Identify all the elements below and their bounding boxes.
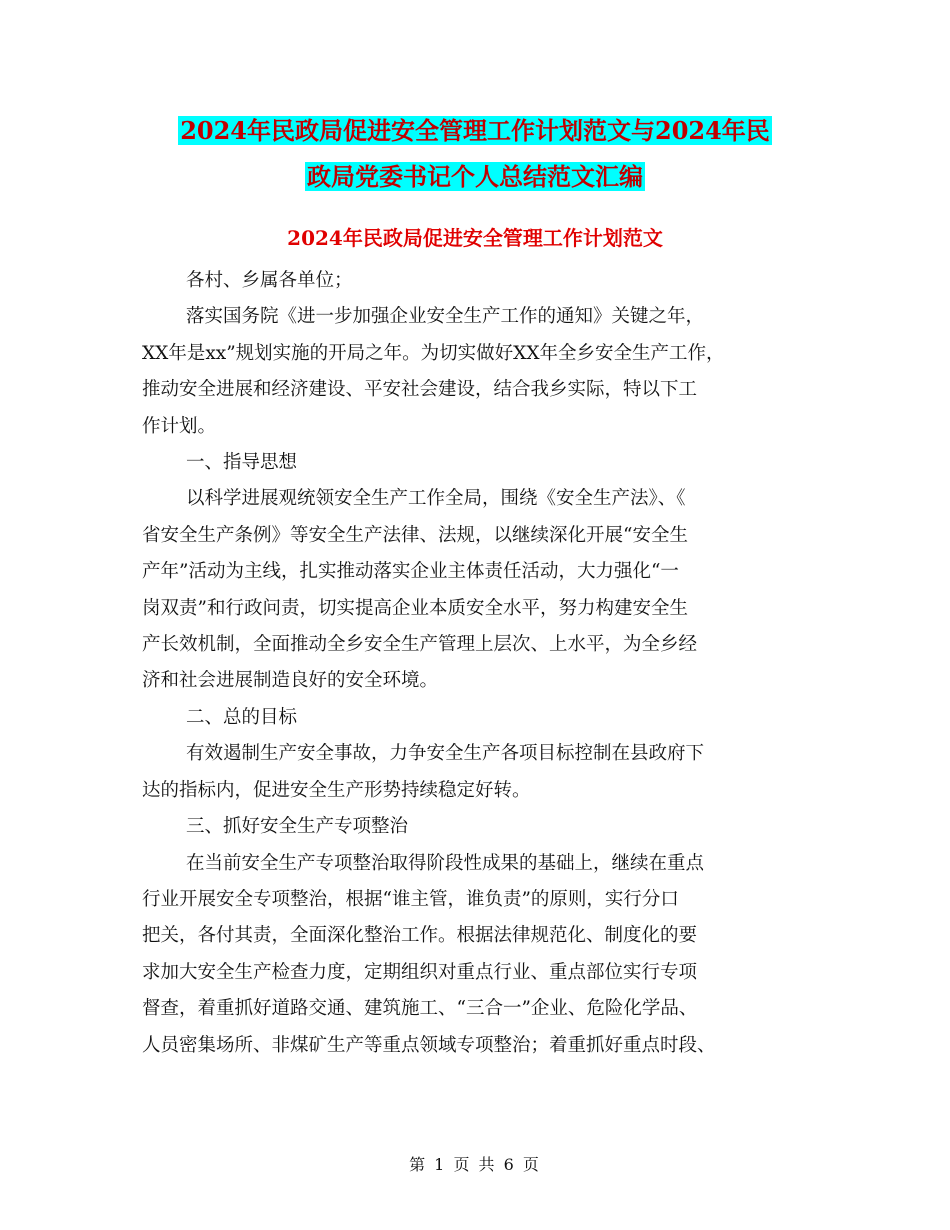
paragraph-line: 以科学进展观统领安全生产工作全局，围绕《安全生产法》、《 — [186, 488, 686, 510]
paragraph-line: 省安全生产条例》等安全生产法律、法规，以继续深化开展“安全生 — [142, 524, 688, 546]
page-footer: 第 1 页 共 6 页 — [409, 1155, 541, 1174]
paragraph-line: 产年”活动为主线，扎实推动落实企业主体责任活动，大力强化“一 — [142, 561, 679, 583]
section-heading: 三、抓好安全生产专项整治 — [186, 816, 409, 838]
title-line-2: 政局党委书记个人总结范文汇编 — [307, 162, 643, 191]
paragraph-line: 把关，各付其责，全面深化整治工作。根据法律规范化、制度化的要 — [142, 925, 698, 947]
section-heading: 二、总的目标 — [186, 706, 298, 728]
title-line-1: 2024年民政局促进安全管理工作计划范文与2024年民 — [180, 116, 770, 145]
paragraph-line: 人员密集场所、非煤矿生产等重点领域专项整治；着重抓好重点时段、 — [142, 1034, 716, 1056]
paragraph-line: 作计划。 — [142, 415, 217, 437]
paragraph-line: 推动安全进展和经济建设、平安社会建设，结合我乡实际，特以下工 — [142, 379, 698, 401]
paragraph-line: 在当前安全生产专项整治取得阶段性成果的基础上，继续在重点 — [186, 852, 705, 874]
paragraph-line: 达的指标内，促进安全生产形势持续稳定好转。 — [142, 779, 531, 801]
body-text — [142, 263, 812, 1064]
paragraph-line: 济和社会进展制造良好的安全环境。 — [142, 670, 439, 692]
paragraph-line: 岗双责”和行政问责，切实提高企业本质安全水平，努力构建安全生 — [142, 597, 688, 619]
document-title — [140, 108, 810, 200]
paragraph-line: 产长效机制，全面推动全乡安全生产管理上层次、上水平，为全乡经 — [142, 634, 698, 656]
section-title: 2024年民政局促进安全管理工作计划范文 — [287, 226, 663, 250]
paragraph-line: 落实国务院《进一步加强企业安全生产工作的通知》关键之年， — [186, 306, 705, 328]
paragraph-line: 求加大安全生产检查力度，定期组织对重点行业、重点部位实行专项 — [142, 961, 698, 983]
section-heading: 一、指导思想 — [186, 452, 298, 474]
paragraph-line: 各村、乡属各单位； — [186, 270, 353, 291]
paragraph-line: 督查，着重抓好道路交通、建筑施工、“三合一”企业、危险化学品、 — [142, 998, 698, 1020]
paragraph-line: 行业开展安全专项整治，根据“谁主管，谁负责”的原则，实行分口 — [142, 888, 679, 910]
paragraph-line: 有效遏制生产安全事故，力争安全生产各项目标控制在县政府下 — [186, 743, 705, 765]
paragraph-line: XX年是xx”规划实施的开局之年。为切实做好XX年全乡安全生产工作， — [142, 342, 725, 364]
